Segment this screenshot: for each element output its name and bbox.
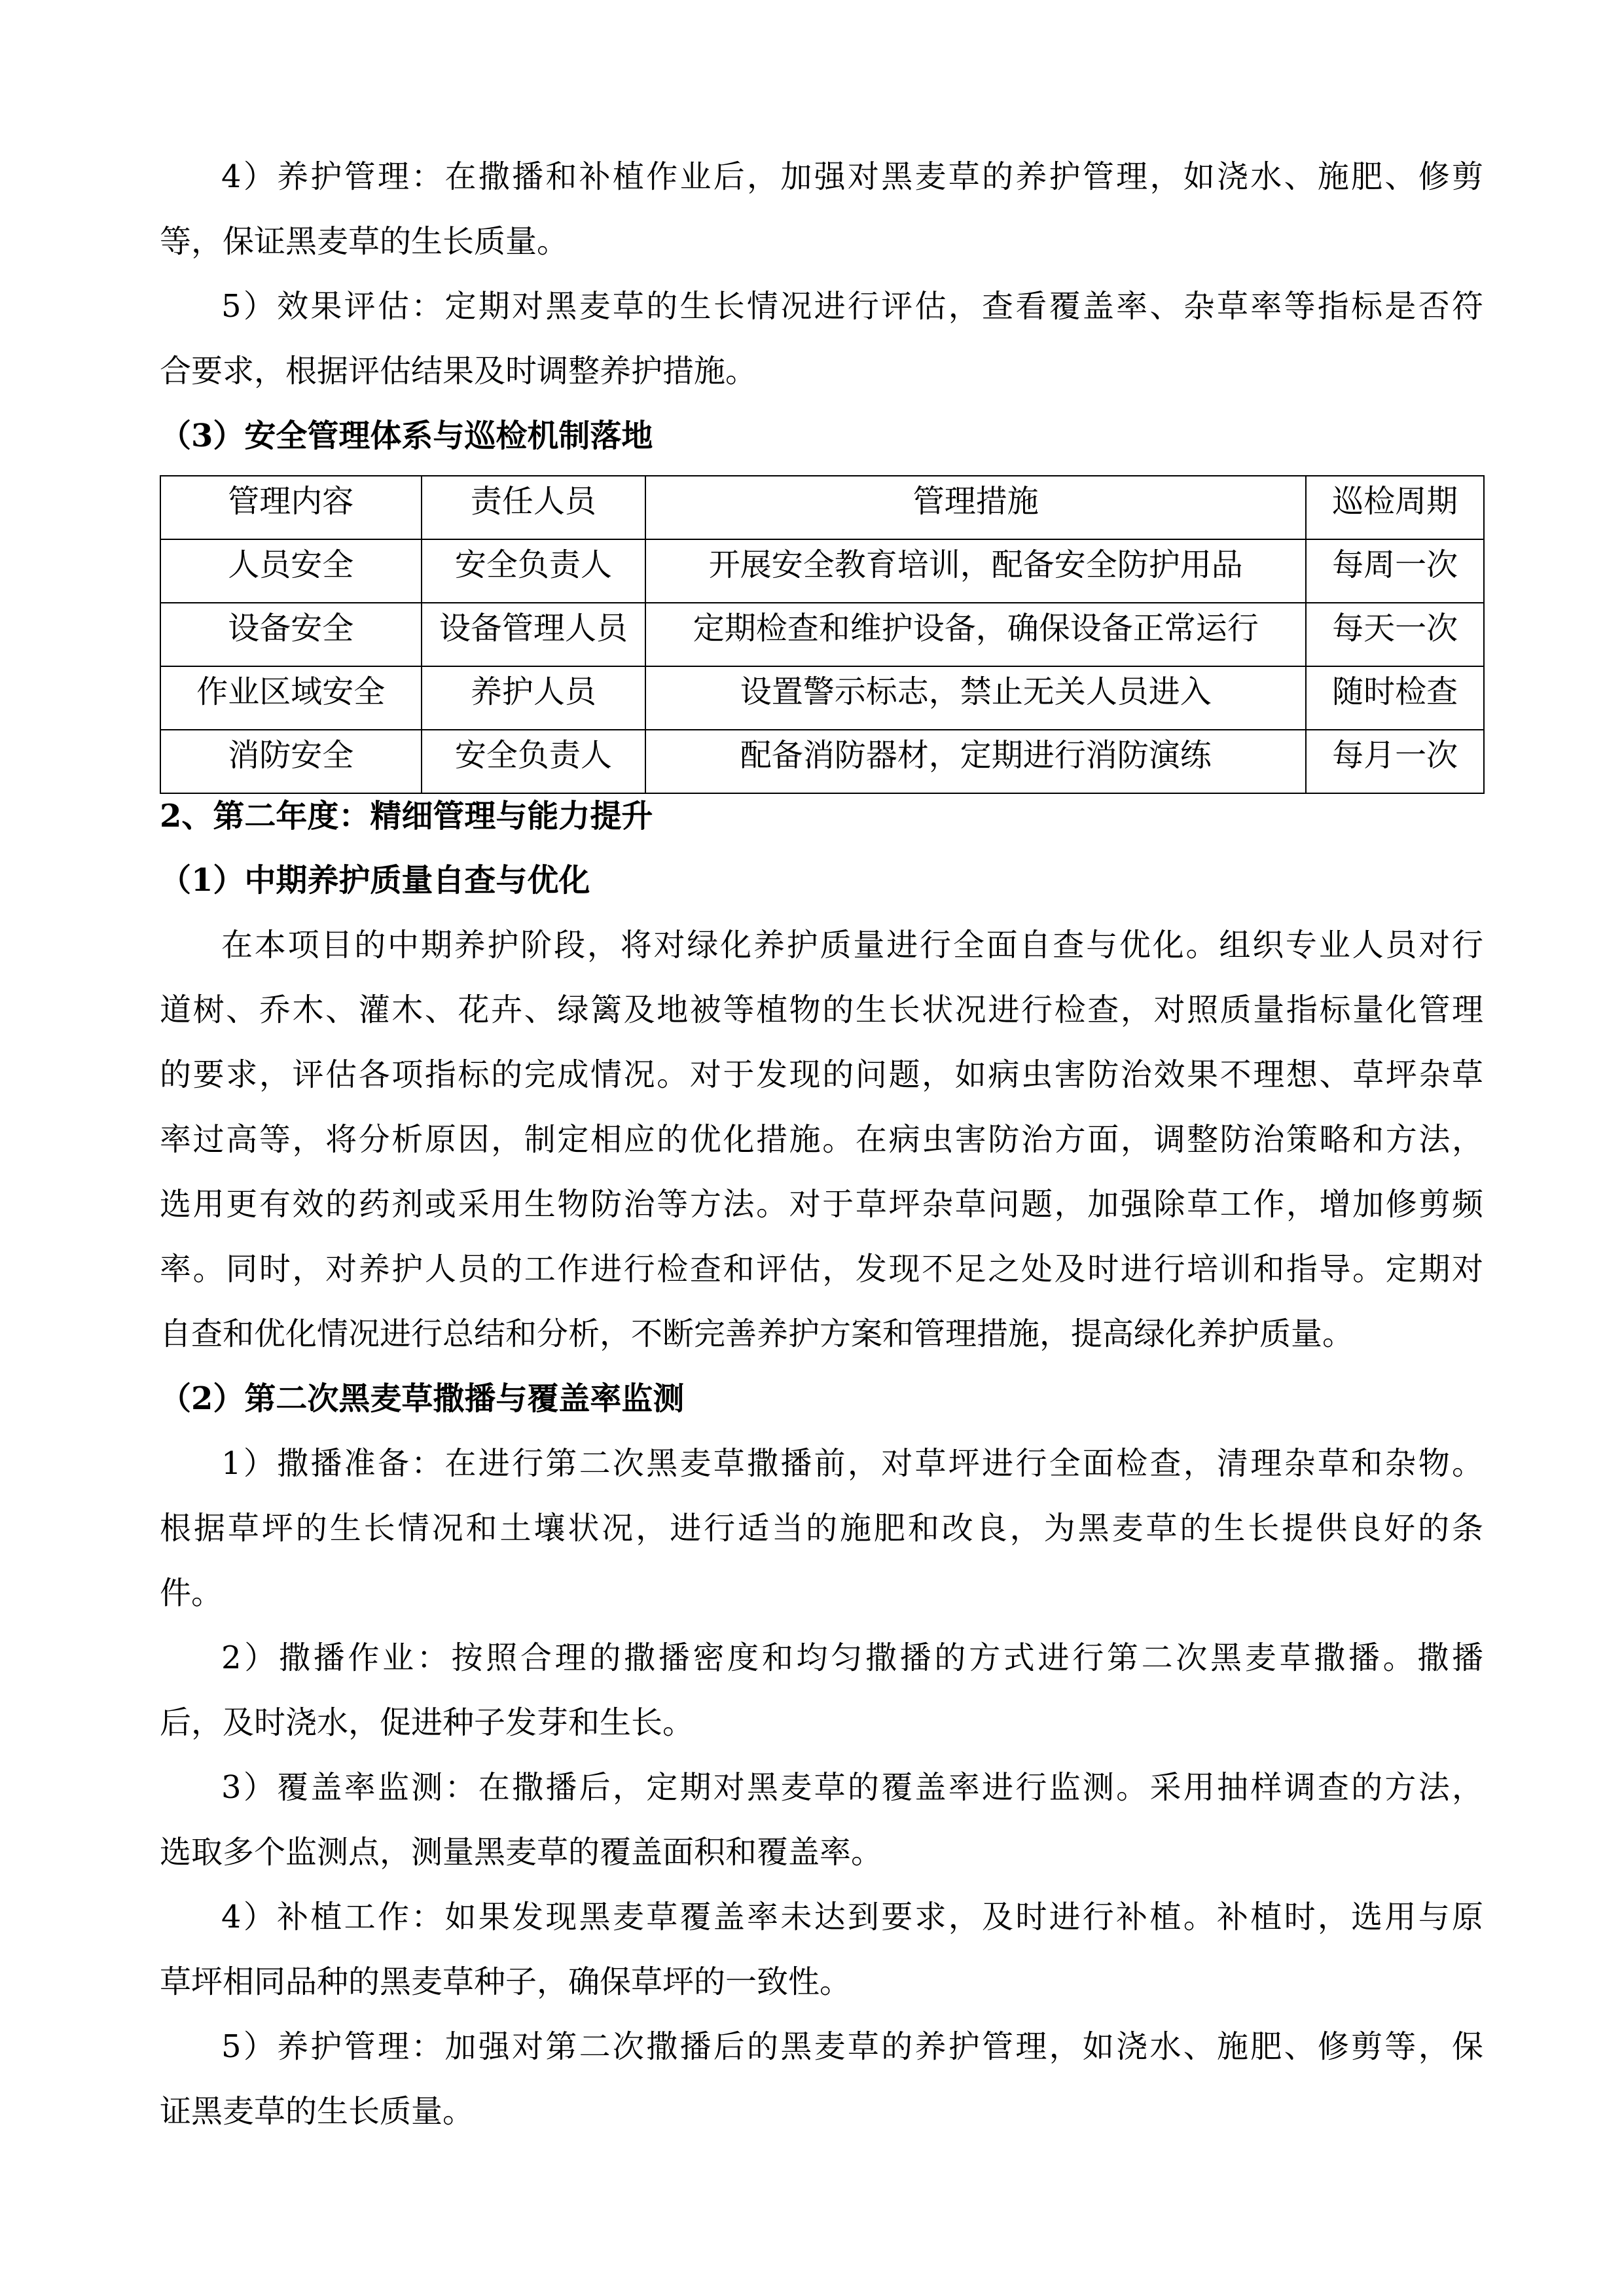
table-cell: 定期检查和维护设备，确保设备正常运行 (645, 603, 1306, 666)
table-header-row (160, 476, 1484, 539)
paragraph-line: 草坪相同品种的黑麦草种子，确保草坪的一致性。 (160, 1964, 852, 2000)
table-cell: 安全负责人 (422, 730, 646, 793)
paragraph-line: 4）养护管理：在撒播和补植作业后，加强对黑麦草的养护管理，如浇水、施肥、修剪 (221, 158, 1483, 195)
table-cell: 设置警示标志，禁止无关人员进入 (645, 666, 1306, 730)
table-cell: 设备管理人员 (422, 603, 646, 666)
table-cell: 随时检查 (1306, 666, 1484, 730)
paragraph-line: 自查和优化情况进行总结和分析，不断完善养护方案和管理措施，提高绿化养护质量。 (160, 1316, 1354, 1352)
table-cell: 作业区域安全 (160, 666, 422, 730)
paragraph-line: 率过高等，将分析原因，制定相应的优化措施。在病虫害防治方面，调整防治策略和方法， (160, 1121, 1483, 1158)
table-cell: 配备消防器材，定期进行消防演练 (645, 730, 1306, 793)
paragraph-line: 等，保证黑麦草的生长质量。 (160, 223, 569, 260)
year2-heading: 2、第二年度：精细管理与能力提升 (160, 798, 653, 834)
safety-management-table (160, 475, 1485, 794)
paragraph-line: 4）补植工作：如果发现黑麦草覆盖率未达到要求，及时进行补植。补植时，选用与原 (221, 1899, 1483, 1935)
paragraph-line: 1）撒播准备：在进行第二次黑麦草撒播前，对草坪进行全面检查，清理杂草和杂物。 (221, 1445, 1483, 1482)
table-cell: 每天一次 (1306, 603, 1484, 666)
paragraph-line: 根据草坪的生长情况和土壤状况，进行适当的施肥和改良，为黑麦草的生长提供良好的条 (160, 1510, 1483, 1547)
paragraph-line: 3）覆盖率监测：在撒播后，定期对黑麦草的覆盖率进行监测。采用抽样调查的方法， (221, 1769, 1483, 1806)
table-cell: 养护人员 (422, 666, 646, 730)
table-cell: 每周一次 (1306, 539, 1484, 603)
paragraph-line: 后，及时浇水，促进种子发芽和生长。 (160, 1704, 695, 1741)
paragraph-line: 合要求，根据评估结果及时调整养护措施。 (160, 353, 757, 389)
paragraph-line: 率。同时，对养护人员的工作进行检查和评估，发现不足之处及时进行培训和指导。定期对 (160, 1251, 1483, 1287)
subsection-heading: （2）第二次黑麦草撒播与覆盖率监测 (160, 1380, 685, 1417)
table-cell: 每月一次 (1306, 730, 1484, 793)
table-header-cell: 管理内容 (160, 476, 422, 539)
paragraph-line: 5）效果评估：定期对黑麦草的生长情况进行评估，查看覆盖率、杂草率等指标是否符 (221, 288, 1483, 325)
paragraph-line: 在本项目的中期养护阶段，将对绿化养护质量进行全面自查与优化。组织专业人员对行 (221, 927, 1483, 963)
paragraph-line: 件。 (160, 1575, 223, 1611)
paragraph-line: 选用更有效的药剂或采用生物防治等方法。对于草坪杂草问题，加强除草工作，增加修剪频 (160, 1186, 1483, 1223)
paragraph-line: 选取多个监测点，测量黑麦草的覆盖面积和覆盖率。 (160, 1834, 883, 1871)
table-cell: 安全负责人 (422, 539, 646, 603)
table-header-cell: 责任人员 (422, 476, 646, 539)
section-heading: （3）安全管理体系与巡检机制落地 (160, 418, 653, 454)
table-cell: 消防安全 (160, 730, 422, 793)
paragraph-line: 道树、乔木、灌木、花卉、绿篱及地被等植物的生长状况进行检查，对照质量指标量化管理 (160, 992, 1483, 1028)
table-row (160, 666, 1484, 730)
paragraph-line: 2）撒播作业：按照合理的撒播密度和均匀撒播的方式进行第二次黑麦草撒播。撒播 (221, 1640, 1483, 1676)
paragraph-line: 5）养护管理：加强对第二次撒播后的黑麦草的养护管理，如浇水、施肥、修剪等，保 (221, 2028, 1483, 2065)
subsection-heading: （1）中期养护质量自查与优化 (160, 862, 590, 899)
table-row (160, 539, 1484, 603)
table-cell: 设备安全 (160, 603, 422, 666)
table-row (160, 730, 1484, 793)
table-header-cell: 管理措施 (645, 476, 1306, 539)
table-cell: 开展安全教育培训，配备安全防护用品 (645, 539, 1306, 603)
paragraph-line: 的要求，评估各项指标的完成情况。对于发现的问题，如病虫害防治效果不理想、草坪杂草 (160, 1056, 1483, 1093)
paragraph-line: 证黑麦草的生长质量。 (160, 2093, 475, 2130)
table-row (160, 603, 1484, 666)
document-page (160, 145, 1483, 2144)
table-header-cell: 巡检周期 (1306, 476, 1484, 539)
table-cell: 人员安全 (160, 539, 422, 603)
